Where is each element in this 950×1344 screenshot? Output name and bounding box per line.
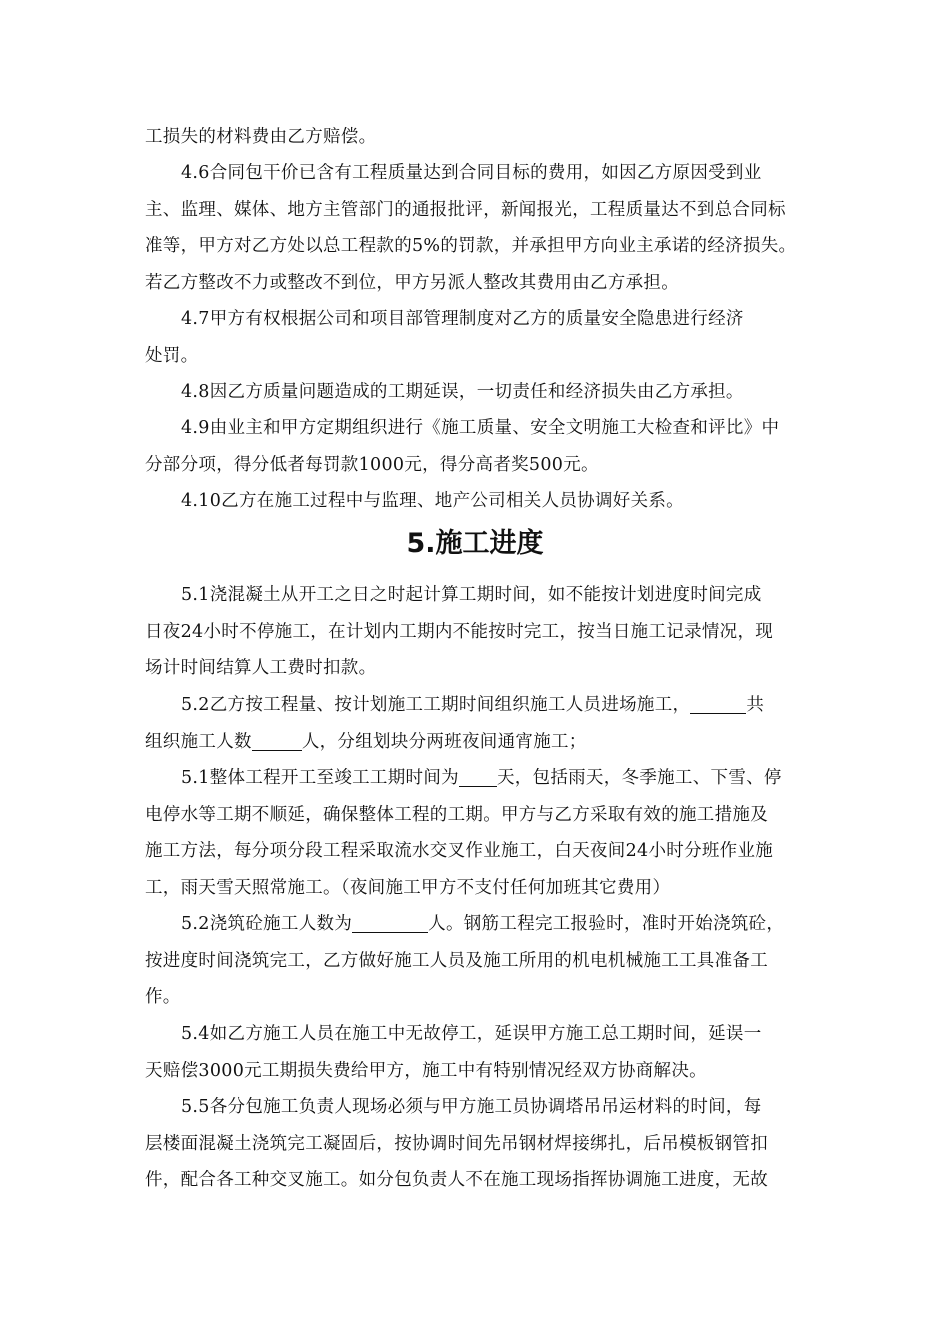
fill-in-blank (252, 731, 302, 751)
text-line (145, 724, 587, 761)
text-line (181, 906, 784, 943)
text-line: 作。 (145, 987, 181, 1007)
text-segment: 组织施工人数 (145, 731, 252, 752)
text-segment: 5.2乙方按工程量、按计划施工工期时间组织施工人员进场施工， (181, 695, 691, 715)
text-line (181, 760, 782, 797)
fill-in-blank (690, 694, 746, 714)
text-line: 主、监理、媒体、地方主管部门的通报批评，新闻报光，工程质量达不到总合同标 (145, 199, 786, 220)
text-line: 天赔偿3000元工期损失费给甲方，施工中有特别情况经双方协商解决。 (145, 1060, 707, 1081)
text-line: 4.9由业主和甲方定期组织进行《施工质量、安全文明施工大检查和评比》中 (181, 418, 780, 438)
text-line: 4.10乙方在施工过程中与监理、地产公司相关人员协调好关系。 (181, 491, 684, 511)
text-line: 5.1浇混凝土从开工之日之时起计算工期时间，如不能按计划进度时间完成 (181, 585, 762, 605)
text-segment: 5.2浇筑砼施工人数为 (181, 914, 353, 934)
text-line (181, 687, 764, 724)
text-line: 4.7甲方有权根据公司和项目部管理制度对乙方的质量安全隐患进行经济 (181, 309, 744, 329)
section-heading: 5.施工进度 (406, 528, 544, 559)
text-line: 分部分项，得分低者每罚款1000元，得分高者奖500元。 (145, 454, 599, 475)
text-line: 层楼面混凝土浇筑完工凝固后，按协调时间先吊钢材焊接绑扎，后吊模板钢管扣 (145, 1133, 768, 1154)
text-line: 工损失的材料费由乙方赔偿。 (145, 127, 377, 147)
text-line: 电停水等工期不顺延，确保整体工程的工期。甲方与乙方采取有效的施工措施及 (145, 804, 768, 825)
text-line: 件，配合各工种交叉施工。如分包负责人不在施工现场指挥协调施工进度，无故 (145, 1170, 768, 1190)
text-line: 工，雨天雪天照常施工。（夜间施工甲方不支付任何加班其它费用） (145, 877, 671, 898)
text-segment: 天，包括雨天，冬季施工、下雪、停 (496, 768, 782, 788)
text-line: 4.6合同包干价已含有工程质量达到合同目标的费用，如因乙方原因受到业 (181, 163, 762, 183)
text-segment: 人。钢筋工程完工报验时，准时开始浇筑砼， (428, 914, 785, 934)
text-line: 日夜24小时不停施工，在计划内工期内不能按时完工，按当日施工记录情况，现 (145, 621, 774, 642)
text-segment: 5.1整体工程开工至竣工工期时间为 (181, 768, 459, 788)
text-line: 施工方法，每分项分段工程采取流水交叉作业施工，白天夜间24小时分班作业施 (145, 841, 774, 861)
text-line: 若乙方整改不力或整改不到位，甲方另派人整改其费用由乙方承担。 (145, 272, 679, 293)
text-line: 5.4如乙方施工人员在施工中无故停工，延误甲方施工总工期时间，延误一 (181, 1024, 762, 1044)
fill-in-blank (352, 913, 428, 933)
fill-in-blank (459, 767, 497, 787)
text-line: 处罚。 (145, 345, 199, 366)
text-line: 场计时间结算人工费时扣款。 (145, 658, 377, 678)
text-segment: 共 (746, 695, 765, 715)
text-line: 按进度时间浇筑完工，乙方做好施工人员及施工所用的机电机械施工工具准备工 (145, 950, 768, 971)
text-line: 4.8因乙方质量问题造成的工期延误，一切责任和经济损失由乙方承担。 (181, 382, 744, 402)
text-line: 5.5各分包施工负责人现场必须与甲方施工员协调塔吊吊运材料的时间，每 (181, 1097, 762, 1117)
text-line: 准等，甲方对乙方处以总工程款的5%的罚款，并承担甲方向业主承诺的经济损失。 (145, 236, 797, 256)
text-segment: 人，分组划块分两班夜间通宵施工； (301, 731, 587, 752)
